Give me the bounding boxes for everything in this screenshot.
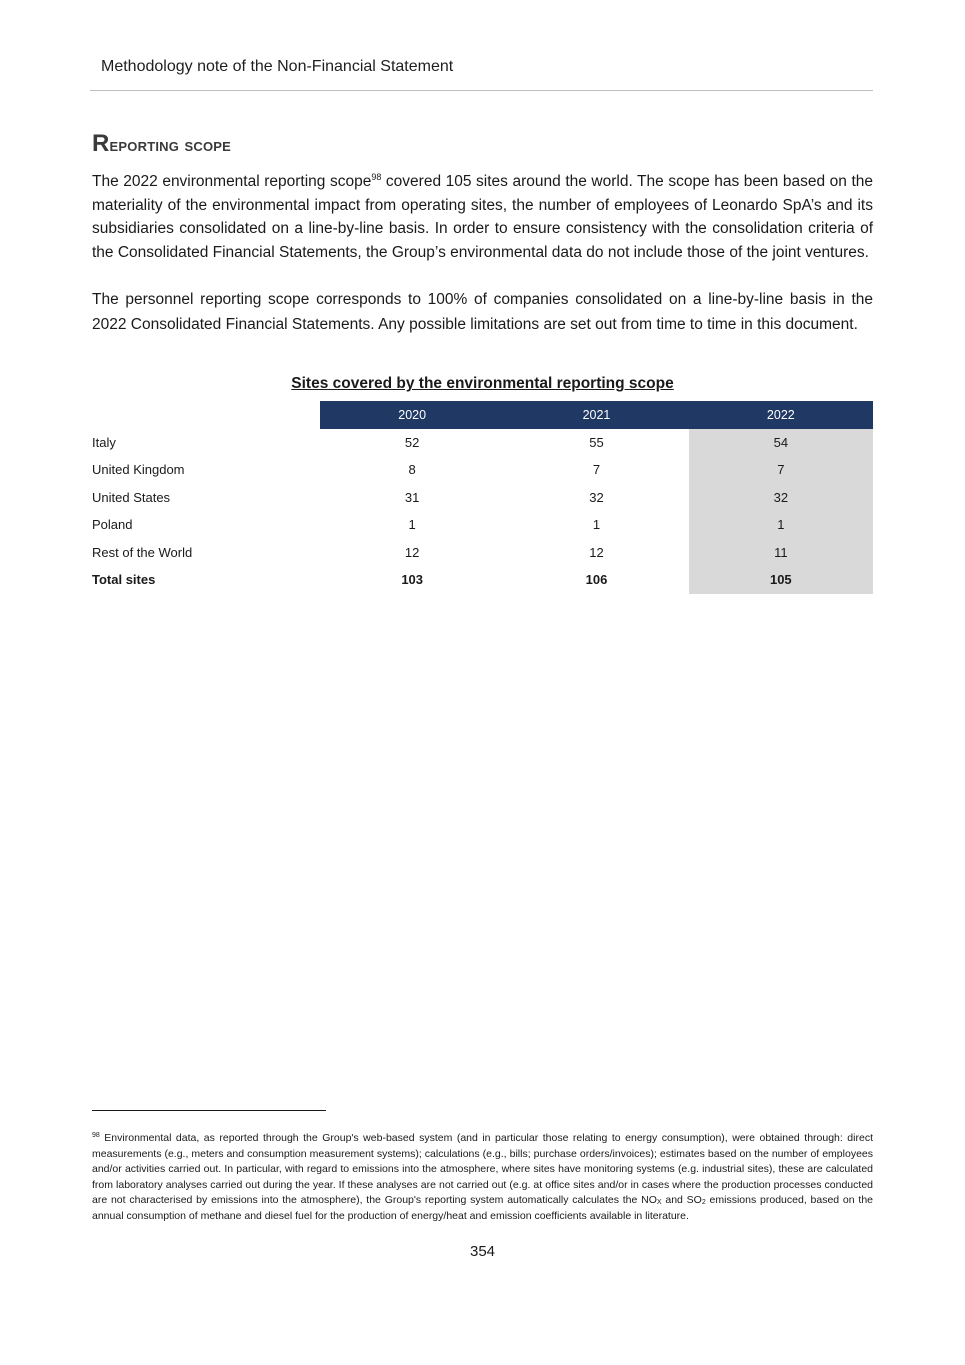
header-divider: [90, 90, 873, 91]
table-row: [90, 429, 873, 457]
table-cell: 12: [404, 544, 420, 560]
footnote-reference[interactable]: 98: [371, 172, 382, 182]
paragraph-environmental-scope: [92, 170, 873, 264]
table-cell: 31: [404, 489, 420, 505]
table-cell: 1: [592, 517, 601, 533]
section-title-rest: eporting scope: [109, 135, 232, 156]
table-cell: 103: [401, 572, 424, 588]
row-label: Rest of the World: [92, 544, 193, 560]
table-cell: 7: [689, 456, 873, 484]
table-cell: 8: [408, 462, 416, 478]
row-label: Poland: [92, 517, 133, 533]
table-cell: 54: [689, 429, 873, 457]
table-header-cell: 2022: [689, 401, 873, 429]
row-label: Total sites: [92, 572, 156, 588]
table-total-row: [90, 566, 873, 594]
table-row: [90, 539, 873, 567]
row-label: United Kingdom: [92, 462, 185, 478]
table-title: Sites covered by the environmental reporting scope: [291, 375, 674, 392]
table-cell: 7: [592, 462, 601, 478]
footnote-text: Environmental data, as reported through the Group's web-based system (and in particular those relating to energy consumption), were obtained through: direct measurements (e.g., meters and consumption measurement systems); calculations (e.g., bills; purchase orders/invoices); estimates based on the number of employees and/or activities carried out. In particular, with regard to emissions into the atmosphere, where sites have monitoring systems (e.g. industrial sites), these are calculated from laboratory analyses carried out during the year. If these analyses are not carried out (e.g. at office sites and/or in cases where the production processes conducted are not characterised by emissions into the atmosphere), the Group's reporting system automatically calculates the NO: [92, 1132, 873, 1207]
paragraph-personnel-scope: The personnel reporting scope corresponds to 100% of companies consolidated on a line-by-line basis in the 2022 Consolidated Financial Statements. Any possible limitations are set out from time to time in this document.: [92, 291, 873, 333]
footnote-text: emissions produced, based on the annual consumption of methane and diesel fuel for the production of energy/heat and emission coefficients available in literature.: [92, 1194, 873, 1222]
row-label: Italy: [92, 434, 116, 450]
table-cell: 52: [404, 434, 420, 450]
page-header-title: Methodology note of the Non-Financial Statement: [101, 58, 454, 75]
section-title-initial: R: [92, 130, 110, 157]
footnote: [92, 1131, 873, 1225]
section-title: [92, 130, 231, 158]
footnote-divider: [92, 1110, 326, 1111]
row-label: United States: [92, 489, 171, 505]
table-header-row: [90, 401, 873, 429]
table-cell: 55: [589, 434, 604, 450]
footnote-subscript: 2: [701, 1199, 706, 1207]
table-row: [90, 456, 873, 484]
table-header-cell: 2020: [320, 401, 504, 429]
table-header-cell: 2021: [504, 401, 688, 429]
table-cell: 32: [689, 484, 873, 512]
table-row: [90, 484, 873, 512]
table-cell: 11: [689, 539, 873, 567]
paragraph-text: covered 105 sites around the world. The scope has been based on the materiality of the environmental impact from operating sites, the number of employees of Leonardo SpA’s and its subsidiaries consolidated on a line-by-line basis. In order to ensure consistency with the consolidation criteria of the Consolidated Financial Statements, the Group’s environmental data do not include those of the joint ventures.: [92, 173, 874, 261]
footnote-text: and SO: [661, 1194, 702, 1207]
table-cell: 12: [589, 544, 604, 560]
table-cell: 32: [589, 489, 604, 505]
table-header-blank: [90, 401, 320, 429]
footnote-number: 98: [92, 1132, 100, 1139]
table-row: [90, 511, 873, 539]
paragraph-text: The 2022 environmental reporting scope: [92, 173, 372, 190]
table-cell: 1: [689, 511, 873, 539]
sites-table: [90, 401, 873, 594]
table-cell: 1: [408, 517, 416, 533]
page-number: 354: [469, 1243, 496, 1260]
table-cell: 106: [585, 572, 608, 588]
footnote-subscript: X: [656, 1199, 662, 1207]
table-cell: 105: [689, 566, 873, 594]
